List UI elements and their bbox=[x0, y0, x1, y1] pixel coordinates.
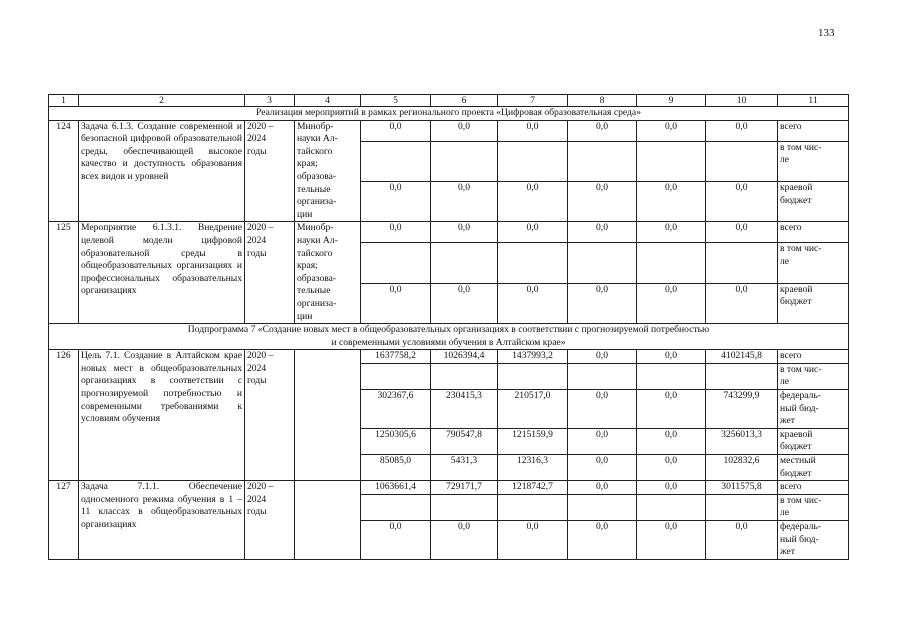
value-cell bbox=[361, 243, 431, 283]
value-cell: 0,0 bbox=[637, 390, 706, 429]
value-cell bbox=[498, 141, 568, 181]
value-cell: 1026394,4 bbox=[431, 350, 498, 364]
funding-source: местный бюджет bbox=[778, 455, 849, 481]
value-cell: 0,0 bbox=[637, 521, 706, 560]
funding-source: краевой бюджет bbox=[778, 181, 849, 221]
executor: Минобр- науки Ал- тайского края; образова- тельные организа- ции bbox=[295, 222, 361, 324]
value-cell: 0,0 bbox=[637, 350, 706, 364]
value-cell bbox=[706, 141, 778, 181]
value-cell: 0,0 bbox=[706, 283, 778, 323]
section-title: Подпрограмма 7 «Создание новых мест в общеобразовательных организациях в соответствии с прогнозируемой потребностью и современными условиями обучения в Алтайском крае» bbox=[49, 324, 849, 350]
value-cell bbox=[361, 494, 431, 520]
value-cell: 85085,0 bbox=[361, 455, 431, 481]
value-cell: 210517,0 bbox=[498, 390, 568, 429]
value-cell: 12316,3 bbox=[498, 455, 568, 481]
period-years: 2020 – 2024 годы bbox=[245, 222, 295, 324]
value-cell: 1637758,2 bbox=[361, 350, 431, 364]
column-header: 4 bbox=[295, 95, 361, 107]
value-cell: 0,0 bbox=[498, 222, 568, 243]
funding-source: краевой бюджет bbox=[778, 283, 849, 323]
value-cell: 0,0 bbox=[637, 120, 706, 141]
value-cell: 0,0 bbox=[706, 521, 778, 560]
executor bbox=[295, 350, 361, 481]
value-cell: 0,0 bbox=[568, 521, 637, 560]
value-cell: 0,0 bbox=[568, 181, 637, 221]
column-header: 6 bbox=[431, 95, 498, 107]
section-row bbox=[49, 107, 849, 121]
event-name: Мероприятие 6.1.3.1. Внедрение целевой модели цифровой образовательной среды в общеобразовательных организациях и профессиональных образовательных организациях bbox=[79, 222, 245, 324]
value-cell: 3011575,8 bbox=[706, 481, 778, 495]
value-cell bbox=[637, 243, 706, 283]
value-cell bbox=[637, 494, 706, 520]
row-number: 127 bbox=[49, 481, 79, 560]
value-cell: 0,0 bbox=[431, 283, 498, 323]
funding-source: краевой бюджет bbox=[778, 428, 849, 454]
column-header: 7 bbox=[498, 95, 568, 107]
table-row bbox=[49, 222, 849, 243]
value-cell: 0,0 bbox=[361, 521, 431, 560]
funding-source: федераль- ный бюд- жет bbox=[778, 521, 849, 560]
column-header: 9 bbox=[637, 95, 706, 107]
event-name: Цель 7.1. Создание в Алтайском крае новых мест в общеобразовательных организациях в соответствии с прогнозируемой потребностью и современными требованиями к условиям обучения bbox=[79, 350, 245, 481]
funding-source: всего bbox=[778, 350, 849, 364]
value-cell bbox=[568, 494, 637, 520]
value-cell: 0,0 bbox=[431, 181, 498, 221]
funding-source: в том чис- ле bbox=[778, 243, 849, 283]
value-cell: 3256013,3 bbox=[706, 428, 778, 454]
value-cell: 0,0 bbox=[498, 521, 568, 560]
table-row bbox=[49, 350, 849, 364]
column-header: 8 bbox=[568, 95, 637, 107]
funding-source: в том чис- ле bbox=[778, 141, 849, 181]
table-row bbox=[49, 481, 849, 495]
funding-source: в том чис- ле bbox=[778, 494, 849, 520]
row-number: 126 bbox=[49, 350, 79, 481]
value-cell: 0,0 bbox=[637, 455, 706, 481]
value-cell: 0,0 bbox=[637, 481, 706, 495]
value-cell bbox=[431, 141, 498, 181]
value-cell bbox=[431, 363, 498, 389]
value-cell: 1437993,2 bbox=[498, 350, 568, 364]
value-cell: 0,0 bbox=[431, 521, 498, 560]
funding-source: всего bbox=[778, 120, 849, 141]
value-cell: 1063661,4 bbox=[361, 481, 431, 495]
value-cell bbox=[706, 243, 778, 283]
value-cell: 0,0 bbox=[706, 120, 778, 141]
value-cell: 0,0 bbox=[361, 283, 431, 323]
value-cell: 0,0 bbox=[568, 222, 637, 243]
column-header: 3 bbox=[245, 95, 295, 107]
page-number: 133 bbox=[818, 27, 835, 39]
value-cell: 0,0 bbox=[431, 120, 498, 141]
funding-source: всего bbox=[778, 222, 849, 243]
value-cell: 0,0 bbox=[568, 350, 637, 364]
value-cell: 1215159,9 bbox=[498, 428, 568, 454]
column-header: 2 bbox=[79, 95, 245, 107]
value-cell bbox=[706, 363, 778, 389]
executor bbox=[295, 481, 361, 560]
value-cell bbox=[706, 494, 778, 520]
value-cell: 0,0 bbox=[568, 481, 637, 495]
value-cell: 1250305,6 bbox=[361, 428, 431, 454]
value-cell: 0,0 bbox=[361, 120, 431, 141]
event-name: Задача 7.1.1. Обеспечение односменного режима обучения в 1 – 11 классах в общеобразовательных организациях bbox=[79, 481, 245, 560]
value-cell: 0,0 bbox=[568, 390, 637, 429]
value-cell: 4102145,8 bbox=[706, 350, 778, 364]
value-cell: 0,0 bbox=[568, 428, 637, 454]
value-cell: 0,0 bbox=[637, 283, 706, 323]
value-cell: 0,0 bbox=[498, 120, 568, 141]
value-cell: 0,0 bbox=[568, 120, 637, 141]
funding-source: федераль- ный бюд- жет bbox=[778, 390, 849, 429]
period-years: 2020 – 2024 годы bbox=[245, 481, 295, 560]
value-cell: 743299,9 bbox=[706, 390, 778, 429]
header-row bbox=[49, 95, 849, 107]
row-number: 124 bbox=[49, 120, 79, 222]
value-cell: 5431,3 bbox=[431, 455, 498, 481]
value-cell: 0,0 bbox=[568, 455, 637, 481]
value-cell: 0,0 bbox=[706, 181, 778, 221]
period-years: 2020 – 2024 годы bbox=[245, 120, 295, 222]
value-cell: 0,0 bbox=[498, 283, 568, 323]
value-cell bbox=[361, 363, 431, 389]
value-cell: 0,0 bbox=[361, 181, 431, 221]
period-years: 2020 – 2024 годы bbox=[245, 350, 295, 481]
value-cell bbox=[637, 363, 706, 389]
value-cell bbox=[568, 363, 637, 389]
value-cell bbox=[498, 363, 568, 389]
funding-source: всего bbox=[778, 481, 849, 495]
value-cell: 790547,8 bbox=[431, 428, 498, 454]
value-cell: 0,0 bbox=[568, 283, 637, 323]
value-cell bbox=[637, 141, 706, 181]
value-cell bbox=[498, 494, 568, 520]
value-cell bbox=[431, 494, 498, 520]
value-cell bbox=[431, 243, 498, 283]
row-number: 125 bbox=[49, 222, 79, 324]
value-cell bbox=[361, 141, 431, 181]
section-title: Реализация мероприятий в рамках регионального проекта «Цифровая образовательная среда» bbox=[49, 107, 849, 121]
value-cell bbox=[568, 141, 637, 181]
value-cell bbox=[498, 243, 568, 283]
funding-source: в том чис- ле bbox=[778, 363, 849, 389]
value-cell: 230415,3 bbox=[431, 390, 498, 429]
value-cell: 0,0 bbox=[637, 181, 706, 221]
value-cell: 0,0 bbox=[498, 181, 568, 221]
executor: Минобр- науки Ал- тайского края; образова- тельные организа- ции bbox=[295, 120, 361, 222]
value-cell: 1218742,7 bbox=[498, 481, 568, 495]
budget-table bbox=[48, 94, 849, 560]
value-cell: 102832,6 bbox=[706, 455, 778, 481]
value-cell: 0,0 bbox=[361, 222, 431, 243]
value-cell: 0,0 bbox=[637, 428, 706, 454]
value-cell: 0,0 bbox=[637, 222, 706, 243]
table-row bbox=[49, 120, 849, 141]
column-header: 5 bbox=[361, 95, 431, 107]
value-cell: 729171,7 bbox=[431, 481, 498, 495]
value-cell: 0,0 bbox=[431, 222, 498, 243]
column-header: 10 bbox=[706, 95, 778, 107]
value-cell: 302367,6 bbox=[361, 390, 431, 429]
value-cell bbox=[568, 243, 637, 283]
column-header: 11 bbox=[778, 95, 849, 107]
section-row bbox=[49, 324, 849, 350]
value-cell: 0,0 bbox=[706, 222, 778, 243]
column-header: 1 bbox=[49, 95, 79, 107]
event-name: Задача 6.1.3. Создание современной и безопасной цифровой образовательной среды, обеспечивающей высокое качество и доступность образования всех видов и уровней bbox=[79, 120, 245, 222]
